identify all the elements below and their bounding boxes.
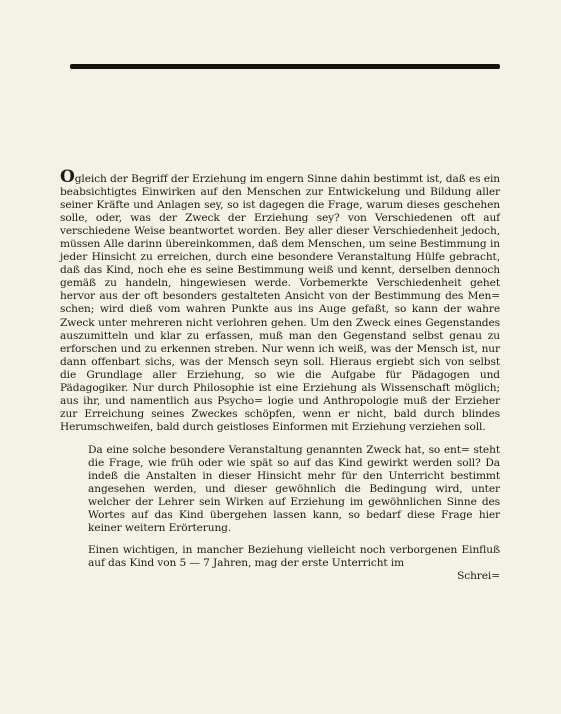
drop-cap: O bbox=[60, 167, 75, 187]
paragraph-3: Einen wichtigen, in mancher Beziehung vielleicht noch verborgenen Einfluß auf das Kind von 5 — 7 Jahren, mag der erste Unterricht im bbox=[88, 544, 500, 570]
paragraph-2: Da eine solche besondere Veranstaltung genannten Zweck hat, so ent= steht die Frage, wie früh oder wie spät so auf das Kind gewirkt werden soll? Da indeß die Anstalten in dieser Hinsicht mehr für den Unterricht bestimmt angesehen werden, und dieser gewöhnlich die Bedingung wird, unter welcher der Lehrer sein Wirken auf Erziehung im gewöhnlichen Sinne des Wortes auf das Kind übergehen lassen kann, so bedarf diese Frage hier keiner weitern Erörterung. bbox=[88, 443, 500, 535]
paragraph-1: Ogleich der Begriff der Erziehung im engern Sinne dahin bestimmt ist, daß es ein beabsichtigtes Einwirken auf den Menschen zur Entwickelung und Bildung aller seiner Kräfte und Anlagen sey, so ist dagegen die Frage, warum dieses geschehen solle, oder, was der Zweck der Erziehung sey? von Verschiedenen oft auf verschiedene Weise beantwortet worden. Bey aller dieser Verschiedenheit jedoch, müssen Alle darinn übereinkommen, daß dem Menschen, um seine Bestimmung in jeder Hinsicht zu erreichen, durch eine besondere Veranstaltung Hülfe gebracht, daß das Kind, noch ehe es seine Bestimmung weiß und kennt, derselben dennoch gemäß zu handeln, hingewiesen werde. Vorbemerkte Verschiedenheit gehet hervor aus der oft besonders gestalteten Ansicht von der Bestimmung des Men= schen; wird dieß vom wahren Punkte aus ins Auge gefaßt, so kann der wahre Zweck unter mehreren nicht verlohren gehen. Um den Zweck eines Gegenstandes auszumitteln und klar zu erfassen, muß man den Gegenstand selbst genau zu erforschen und zu erkennen streben. Nur wenn ich weiß, was der Mensch ist, nur dann offenbart sichs, was der Mensch seyn soll. Hieraus ergiebt sich von selbst die Grundlage aller Erziehung, so wie die Aufgabe für Pädagogen und Pädagogiker. Nur durch Philosophie ist eine Erziehung als Wissenschaft möglich; aus ihr, und namentlich aus Psycho= logie und Anthropologie muß der Erzieher zur Erreichung seines Zweckes schöpfen, wenn er nicht, bald durch blindes Herumschweifen, bald durch geistloses Einformen mit Erziehung verziehen soll. bbox=[60, 167, 500, 433]
header-rule bbox=[70, 64, 500, 69]
catchword: Schrei= bbox=[457, 570, 500, 583]
body-text bbox=[60, 167, 500, 583]
